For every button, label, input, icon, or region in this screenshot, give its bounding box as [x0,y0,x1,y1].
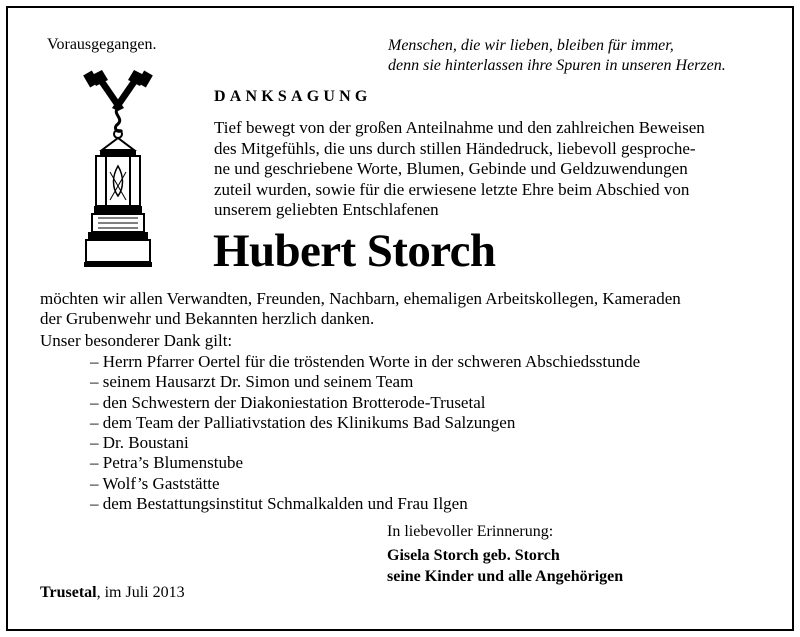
closing-label: In liebevoller Erinnerung: [387,523,554,540]
special-thanks-list [90,352,640,514]
memorial-quote [388,36,726,76]
date: , im Juli 2013 [96,584,185,601]
deceased-name: Hubert Storch [213,225,496,277]
intro-paragraph [214,118,705,221]
list-item: – Herrn Pfarrer Oertel für die tröstenden Worte in der schweren Abschiedsstunde [90,352,641,371]
special-thanks-label: Unser besonderer Dank gilt: [40,331,233,350]
thanks-line: der Grubenwehr und Bekannten herzlich danken. [40,309,375,328]
list-item: – den Schwestern der Diakoniestation Brotterode-Trusetal [90,392,486,412]
place-date [40,584,185,602]
list-item: – Dr. Boustani [90,433,189,453]
list-item: – seinem Hausarzt Dr. Simon und seinem Team [90,372,414,392]
intro-line: unserem geliebten Entschlafenen [214,200,439,219]
signature-line: seine Kinder und alle Angehörigen [387,568,624,585]
signature-block [387,545,623,587]
thanks-line: möchten wir allen Verwandten, Freunden, Nachbarn, ehemaligen Arbeitskollegen, Kameraden [40,289,681,308]
list-item: – Petra’s Blumenstube [90,453,243,473]
quote-line: denn sie hinterlassen ihre Spuren in unseren Herzen. [388,57,726,74]
intro-line: zuteil wurden, sowie für die erwiesene letzte Ehre beim Abschied von [214,179,690,199]
thanks-paragraph [40,289,681,329]
hammer-and-pick-lamp-icon [78,68,158,268]
intro-line: des Mitgefühls, die uns durch stillen Händedruck, liebevoll gesproche- [214,138,696,158]
list-item: – dem Team der Palliativstation des Klinikums Bad Salzungen [90,412,516,432]
intro-line: ne und geschriebene Worte, Blumen, Gebinde und Geldzuwendungen [214,159,688,178]
quote-line: Menschen, die wir lieben, bleiben für immer, [388,37,674,54]
list-item: – dem Bestattungsinstitut Schmalkalden und Frau Ilgen [90,494,468,514]
intro-line: Tief bewegt von der großen Anteilnahme und den zahlreichen Beweisen [214,118,705,137]
notice-title: DANKSAGUNG [214,88,372,105]
preceded-note: Vorausgegangen. [47,36,157,53]
signature-line: Gisela Storch geb. Storch [387,547,560,564]
place: Trusetal [40,584,97,601]
list-item: – Wolf’s Gaststätte [90,473,220,493]
